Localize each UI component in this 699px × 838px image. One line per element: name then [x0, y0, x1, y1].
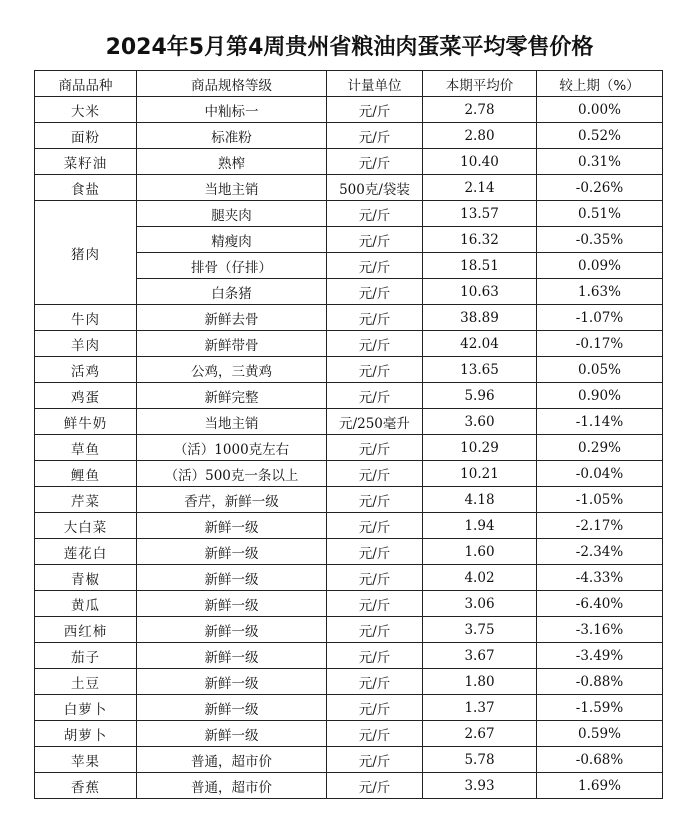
cell-price: 2.14	[423, 175, 537, 201]
cell-unit: 元/斤	[327, 721, 423, 747]
cell-product: 食盐	[35, 175, 137, 201]
cell-product: 鲜牛奶	[35, 409, 137, 435]
cell-unit: 元/斤	[327, 435, 423, 461]
cell-unit: 元/斤	[327, 565, 423, 591]
cell-spec: 排骨（仔排）	[137, 253, 327, 279]
cell-product: 莲花白	[35, 539, 137, 565]
cell-unit: 元/斤	[327, 383, 423, 409]
cell-change: 0.51%	[537, 201, 663, 227]
cell-spec: 白条猪	[137, 279, 327, 305]
cell-spec: 当地主销	[137, 175, 327, 201]
price-table	[34, 70, 663, 799]
cell-unit: 元/斤	[327, 747, 423, 773]
header-product: 商品品种	[35, 71, 137, 97]
header-change: 较上期（%）	[537, 71, 663, 97]
cell-unit: 元/斤	[327, 695, 423, 721]
cell-price: 3.60	[423, 409, 537, 435]
cell-unit: 元/斤	[327, 487, 423, 513]
table-row	[35, 97, 663, 123]
cell-change: 1.69%	[537, 773, 663, 799]
cell-price: 13.65	[423, 357, 537, 383]
table-row	[35, 487, 663, 513]
cell-product: 胡萝卜	[35, 721, 137, 747]
table-row	[35, 149, 663, 175]
table-row	[35, 201, 663, 227]
cell-price: 3.06	[423, 591, 537, 617]
table-row	[35, 383, 663, 409]
cell-change: -1.07%	[537, 305, 663, 331]
cell-change: -6.40%	[537, 591, 663, 617]
cell-price: 5.96	[423, 383, 537, 409]
cell-price: 3.93	[423, 773, 537, 799]
cell-price: 42.04	[423, 331, 537, 357]
cell-change: 0.29%	[537, 435, 663, 461]
cell-product: 牛肉	[35, 305, 137, 331]
cell-spec: （活）1000克左右	[137, 435, 327, 461]
cell-change: -0.04%	[537, 461, 663, 487]
cell-price: 13.57	[423, 201, 537, 227]
cell-unit: 元/斤	[327, 513, 423, 539]
cell-product: 西红柿	[35, 617, 137, 643]
cell-price: 4.18	[423, 487, 537, 513]
cell-price: 10.40	[423, 149, 537, 175]
cell-price: 2.80	[423, 123, 537, 149]
cell-spec: 当地主销	[137, 409, 327, 435]
cell-change: -0.35%	[537, 227, 663, 253]
cell-spec: （活）500克一条以上	[137, 461, 327, 487]
cell-price: 3.75	[423, 617, 537, 643]
cell-change: 0.00%	[537, 97, 663, 123]
table-row	[35, 773, 663, 799]
table-row	[35, 331, 663, 357]
table-row	[35, 617, 663, 643]
table-row	[35, 123, 663, 149]
cell-spec: 精瘦肉	[137, 227, 327, 253]
cell-change: 1.63%	[537, 279, 663, 305]
cell-price: 10.29	[423, 435, 537, 461]
cell-unit: 元/斤	[327, 305, 423, 331]
table-row	[35, 435, 663, 461]
cell-change: 0.59%	[537, 721, 663, 747]
cell-product: 活鸡	[35, 357, 137, 383]
cell-product: 大米	[35, 97, 137, 123]
cell-price: 10.63	[423, 279, 537, 305]
cell-price: 1.37	[423, 695, 537, 721]
cell-product: 猪肉	[35, 201, 137, 305]
cell-spec: 香芹，新鲜一级	[137, 487, 327, 513]
cell-spec: 普通，超市价	[137, 747, 327, 773]
cell-spec: 普通，超市价	[137, 773, 327, 799]
cell-product: 白萝卜	[35, 695, 137, 721]
cell-price: 1.94	[423, 513, 537, 539]
cell-spec: 新鲜一级	[137, 565, 327, 591]
cell-spec: 新鲜一级	[137, 643, 327, 669]
table-row	[35, 643, 663, 669]
cell-change: -2.34%	[537, 539, 663, 565]
cell-spec: 新鲜一级	[137, 591, 327, 617]
cell-change: -0.68%	[537, 747, 663, 773]
cell-unit: 500克/袋装	[327, 175, 423, 201]
cell-change: 0.05%	[537, 357, 663, 383]
table-row	[35, 539, 663, 565]
cell-price: 3.67	[423, 643, 537, 669]
table-row	[35, 721, 663, 747]
cell-change: 0.09%	[537, 253, 663, 279]
cell-product: 青椒	[35, 565, 137, 591]
cell-change: -0.17%	[537, 331, 663, 357]
cell-unit: 元/斤	[327, 591, 423, 617]
cell-product: 鸡蛋	[35, 383, 137, 409]
cell-price: 38.89	[423, 305, 537, 331]
table-row	[35, 409, 663, 435]
cell-unit: 元/斤	[327, 149, 423, 175]
cell-price: 5.78	[423, 747, 537, 773]
cell-product: 面粉	[35, 123, 137, 149]
table-row	[35, 461, 663, 487]
cell-spec: 新鲜一级	[137, 513, 327, 539]
cell-product: 黄瓜	[35, 591, 137, 617]
cell-product: 茄子	[35, 643, 137, 669]
cell-price: 10.21	[423, 461, 537, 487]
table-row	[35, 669, 663, 695]
cell-spec: 熟榨	[137, 149, 327, 175]
cell-change: -2.17%	[537, 513, 663, 539]
table-row	[35, 305, 663, 331]
cell-change: 0.52%	[537, 123, 663, 149]
table-row	[35, 565, 663, 591]
cell-unit: 元/斤	[327, 97, 423, 123]
cell-change: -1.59%	[537, 695, 663, 721]
cell-change: 0.31%	[537, 149, 663, 175]
cell-change: -3.49%	[537, 643, 663, 669]
cell-unit: 元/斤	[327, 669, 423, 695]
cell-change: -1.14%	[537, 409, 663, 435]
table-header-row	[35, 71, 663, 97]
cell-unit: 元/斤	[327, 279, 423, 305]
cell-change: -0.88%	[537, 669, 663, 695]
cell-spec: 新鲜一级	[137, 721, 327, 747]
cell-change: -0.26%	[537, 175, 663, 201]
cell-price: 18.51	[423, 253, 537, 279]
table-row	[35, 175, 663, 201]
cell-change: -3.16%	[537, 617, 663, 643]
cell-unit: 元/斤	[327, 201, 423, 227]
cell-unit: 元/斤	[327, 539, 423, 565]
cell-spec: 中籼标一	[137, 97, 327, 123]
cell-price: 1.80	[423, 669, 537, 695]
cell-spec: 新鲜一级	[137, 669, 327, 695]
cell-price: 4.02	[423, 565, 537, 591]
cell-unit: 元/斤	[327, 123, 423, 149]
table-row	[35, 357, 663, 383]
table-body	[35, 97, 663, 799]
table-row	[35, 513, 663, 539]
cell-product: 土豆	[35, 669, 137, 695]
cell-price: 16.32	[423, 227, 537, 253]
cell-change: 0.90%	[537, 383, 663, 409]
cell-product: 草鱼	[35, 435, 137, 461]
table-row	[35, 747, 663, 773]
cell-unit: 元/斤	[327, 331, 423, 357]
cell-unit: 元/斤	[327, 357, 423, 383]
cell-product: 菜籽油	[35, 149, 137, 175]
cell-unit: 元/斤	[327, 643, 423, 669]
header-unit: 计量单位	[327, 71, 423, 97]
cell-product: 芹菜	[35, 487, 137, 513]
header-spec: 商品规格等级	[137, 71, 327, 97]
cell-price: 2.67	[423, 721, 537, 747]
header-price: 本期平均价	[423, 71, 537, 97]
cell-spec: 新鲜完整	[137, 383, 327, 409]
page-title: 2024年5月第4周贵州省粮油肉蛋菜平均零售价格	[105, 35, 594, 60]
table-row	[35, 695, 663, 721]
cell-product: 苹果	[35, 747, 137, 773]
cell-spec: 新鲜一级	[137, 695, 327, 721]
cell-change: -1.05%	[537, 487, 663, 513]
cell-product: 大白菜	[35, 513, 137, 539]
cell-spec: 新鲜带骨	[137, 331, 327, 357]
cell-unit: 元/斤	[327, 253, 423, 279]
table-row	[35, 591, 663, 617]
cell-product: 鲤鱼	[35, 461, 137, 487]
cell-spec: 新鲜一级	[137, 617, 327, 643]
cell-change: -4.33%	[537, 565, 663, 591]
cell-spec: 新鲜一级	[137, 539, 327, 565]
cell-spec: 公鸡，三黄鸡	[137, 357, 327, 383]
cell-spec: 新鲜去骨	[137, 305, 327, 331]
cell-product: 香蕉	[35, 773, 137, 799]
cell-price: 2.78	[423, 97, 537, 123]
cell-price: 1.60	[423, 539, 537, 565]
cell-unit: 元/斤	[327, 227, 423, 253]
cell-unit: 元/250毫升	[327, 409, 423, 435]
cell-unit: 元/斤	[327, 773, 423, 799]
cell-unit: 元/斤	[327, 617, 423, 643]
cell-unit: 元/斤	[327, 461, 423, 487]
cell-product: 羊肉	[35, 331, 137, 357]
cell-spec: 腿夹肉	[137, 201, 327, 227]
cell-spec: 标准粉	[137, 123, 327, 149]
